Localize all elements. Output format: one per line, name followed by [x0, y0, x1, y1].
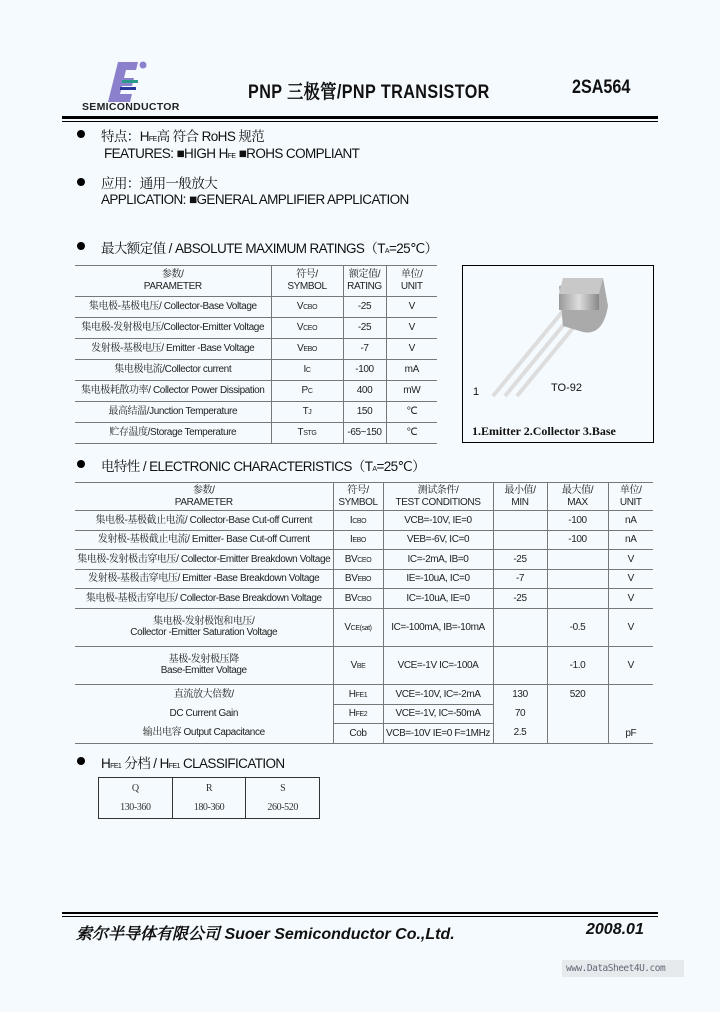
footer-company: 索尔半导体有限公司 Suoer Semiconductor Co.,Ltd.: [76, 926, 455, 943]
footer-rule-thin: [62, 916, 658, 917]
text: 额定值/: [348, 269, 381, 280]
footer-date: 2008.01: [586, 921, 644, 938]
text: FE: [227, 153, 236, 160]
text: Base-Emitter Voltage: [160, 665, 247, 677]
table-cell: [547, 483, 608, 511]
text: Q: [131, 783, 139, 794]
text: BV: [344, 592, 358, 604]
table-cell: -7: [343, 339, 386, 360]
text: CBO: [352, 517, 367, 525]
table-cell: IE=-10uA, IC=0: [383, 569, 493, 589]
application-en: APPLICATION: ■GENERAL AMPLIFIER APPLICATION: [101, 192, 409, 207]
table-cell: [333, 646, 383, 684]
table-row: [75, 339, 437, 360]
text: CBO: [303, 304, 318, 312]
table-cell: [493, 530, 547, 550]
text: 参数/: [161, 269, 184, 280]
table-cell: [383, 483, 493, 511]
table-cell: V: [608, 589, 653, 609]
table-cell: nA: [608, 511, 653, 531]
text: ■ROHS COMPLIANT: [235, 146, 360, 161]
table-cell: IC=-10uA, IE=0: [383, 589, 493, 609]
text: FE2: [355, 711, 368, 719]
text: 参数/: [192, 484, 215, 496]
table-cell: V: [608, 646, 653, 684]
table-cell: 集电极-基极电压/ Collector-Base Voltage: [75, 297, 271, 318]
table-cell: mW: [386, 381, 437, 402]
text: 最小值/: [504, 484, 536, 496]
table-cell: 发射极-基极电压/ Emitter -Base Voltage: [75, 339, 271, 360]
header-rule: [62, 116, 658, 119]
text: 集电极-发射极饱和电压/: [153, 615, 255, 627]
table-cell: [493, 511, 547, 531]
bullet-icon: [77, 178, 85, 186]
bullet-icon: [77, 757, 85, 765]
table-cell: ℃: [386, 402, 437, 423]
table-cell: -100: [343, 360, 386, 381]
table-cell: -25: [343, 318, 386, 339]
table-cell: -65~150: [343, 423, 386, 444]
table-cell: -100: [547, 511, 608, 531]
table-cell: [271, 339, 343, 360]
text: C: [307, 388, 313, 396]
table-cell: [333, 530, 383, 550]
text: H: [348, 688, 356, 700]
table-row: [75, 550, 653, 570]
text: C: [305, 367, 311, 375]
company-logo: [66, 58, 196, 114]
table-cell: [493, 483, 547, 511]
table-cell: 贮存温度/Storage Temperature: [75, 423, 271, 444]
text: SEMICONDUCTOR: [82, 101, 180, 113]
table-row: [75, 724, 653, 744]
text: =25℃）: [376, 459, 426, 474]
table-cell: V: [386, 318, 437, 339]
text: BE: [356, 662, 366, 670]
features-en: [104, 146, 359, 161]
text: PARAMETER: [143, 281, 202, 292]
table-cell: [333, 511, 383, 531]
table-cell: 130: [493, 684, 547, 704]
text: CBO: [357, 595, 372, 603]
table-cell: [333, 483, 383, 511]
application-cn: 应用：通用一般放大: [101, 176, 218, 191]
text: T: [297, 427, 304, 439]
table-cell: 发射极-基极击穿电压/ Emitter -Base Breakdown Voltage: [75, 569, 333, 589]
table-cell: [493, 646, 547, 684]
text: V: [297, 343, 304, 355]
table-row: [75, 318, 437, 339]
electrical-heading: [101, 455, 425, 475]
table-header-row: [75, 266, 437, 297]
text: STG: [303, 430, 317, 438]
table-cell: [493, 608, 547, 646]
package-figure: [462, 265, 654, 443]
table-cell: 输出电容 Output Capacitance: [75, 724, 333, 744]
table-cell: VEB=-6V, IC=0: [383, 530, 493, 550]
text: I: [303, 364, 306, 376]
table-row: [75, 684, 653, 704]
table-cell: -1.0: [547, 646, 608, 684]
table-cell: [333, 569, 383, 589]
table-cell: V: [608, 550, 653, 570]
table-cell: [271, 381, 343, 402]
table-cell: -7: [493, 569, 547, 589]
text: 电特性 / ELECTRONIC CHARACTERISTICS（T: [101, 459, 373, 474]
text: CEO: [357, 556, 372, 564]
table-row: [75, 589, 653, 609]
text: 基极-发射极压降: [168, 653, 239, 665]
table-cell: VCE=-10V, IC=-2mA: [383, 684, 493, 704]
table-cell: [608, 483, 653, 511]
absolute-max-ratings-table: [75, 265, 437, 444]
table-cell: VCB=-10V, IE=0: [383, 511, 493, 531]
table-cell: [333, 684, 383, 704]
table-cell: [271, 318, 343, 339]
table-cell: [271, 360, 343, 381]
text: 符号/: [347, 484, 369, 496]
text: J: [308, 409, 312, 417]
text: FE: [148, 136, 157, 143]
table-cell: 70: [493, 704, 547, 724]
text: CLASSIFICATION: [179, 756, 285, 771]
table-cell: V: [386, 339, 437, 360]
text: SYMBOL: [287, 281, 327, 292]
table-cell: [547, 589, 608, 609]
table-row: [75, 704, 653, 724]
text: A: [384, 248, 389, 255]
table-cell: mA: [386, 360, 437, 381]
table-cell: V: [608, 569, 653, 589]
abs-max-heading: [101, 237, 438, 257]
table-cell: DC Current Gain: [75, 704, 333, 724]
table-cell: 集电极-发射极电压/Collector-Emitter Voltage: [75, 318, 271, 339]
text: V: [296, 322, 304, 334]
table-cell: 发射极-基极截止电流/ Emitter- Base Cut-off Current: [75, 530, 333, 550]
table-row: [75, 360, 437, 381]
table-row: [75, 608, 653, 646]
table-cell: [333, 608, 383, 646]
table-cell: [271, 402, 343, 423]
text: I: [349, 514, 353, 526]
table-cell: VCE=-1V, IC=-50mA: [383, 704, 493, 724]
text: FEATURES: ■HIGH H: [104, 146, 228, 161]
table-cell: 150: [343, 402, 386, 423]
table-cell: V: [608, 608, 653, 646]
page-title: PNP 三极管/PNP TRANSISTOR: [248, 82, 490, 103]
table-cell: 最高结温/Junction Temperature: [75, 402, 271, 423]
table-cell: [333, 550, 383, 570]
text: UNIT: [400, 281, 423, 292]
text: H: [139, 129, 149, 144]
features-cn: [101, 125, 264, 145]
text: FE1: [168, 763, 180, 770]
text: S: [280, 783, 286, 794]
text: T: [302, 406, 309, 418]
table-row: [75, 297, 437, 318]
bullet-icon: [77, 460, 85, 468]
col-parameter: [75, 266, 271, 297]
text: RATING: [347, 281, 382, 292]
text: R: [205, 783, 213, 794]
text: FE1: [110, 763, 122, 770]
bullet-icon: [77, 242, 85, 250]
part-number: 2SA564: [572, 77, 631, 98]
text: V: [296, 301, 304, 313]
text: EBO: [303, 346, 317, 354]
text: TEST CONDITIONS: [395, 496, 481, 508]
table-cell: -25: [343, 297, 386, 318]
watermark: www.DataSheet4U.com: [562, 960, 684, 977]
text: CE(sat): [350, 624, 372, 632]
table-cell: 520: [547, 684, 608, 704]
text: BV: [344, 553, 358, 565]
text: P: [301, 385, 308, 397]
table-row: [75, 381, 437, 402]
table-header-row: [75, 483, 653, 511]
table-row: [99, 778, 320, 819]
text: 高 符合 RoHS 规范: [156, 129, 265, 144]
table-cell: [75, 608, 333, 646]
table-cell: Cob: [333, 724, 383, 744]
table-cell: IC=-100mA, IB=-10mA: [383, 608, 493, 646]
text: 分档 / H: [121, 756, 169, 771]
text: 最大值/: [561, 484, 594, 496]
col-unit: [386, 266, 437, 297]
table-cell: 集电极电流/Collector current: [75, 360, 271, 381]
text: CEO: [303, 325, 318, 333]
table-cell: -0.5: [547, 608, 608, 646]
table-cell: [271, 423, 343, 444]
table-cell: [75, 483, 333, 511]
text: MIN: [511, 496, 529, 508]
hfe-classification-table: [98, 777, 320, 819]
table-cell: 2.5: [493, 724, 547, 744]
text: SYMBOL: [338, 496, 378, 508]
table-cell: [271, 297, 343, 318]
table-row: [75, 423, 437, 444]
table-cell: 直流放大倍数/: [75, 684, 333, 704]
text: V: [344, 621, 351, 633]
table-row: [75, 569, 653, 589]
table-cell: [333, 589, 383, 609]
text: PARAMETER: [174, 496, 233, 508]
text: 测试条件/: [417, 484, 459, 496]
table-cell: VCE=-1V IC=-100A: [383, 646, 493, 684]
text: 260-520: [267, 802, 298, 813]
table-cell: ℃: [386, 423, 437, 444]
text: FE1: [355, 691, 368, 699]
footer-rule: [62, 912, 658, 914]
table-row: [75, 530, 653, 550]
rank-cell: [172, 778, 246, 819]
table-cell: pF: [608, 684, 653, 743]
table-cell: IC=-2mA, IB=0: [383, 550, 493, 570]
table-cell: [547, 569, 608, 589]
rank-cell: [246, 778, 320, 819]
table-cell: 集电极-基极截止电流/ Collector-Base Cut-off Current: [75, 511, 333, 531]
text: 130-360: [120, 802, 151, 813]
text: 180-360: [193, 802, 225, 813]
table-cell: nA: [608, 530, 653, 550]
table-row: [75, 646, 653, 684]
text: I: [350, 534, 353, 546]
text: A: [372, 466, 377, 473]
table-row: [75, 511, 653, 531]
col-symbol: [271, 266, 343, 297]
pin1-label: 1: [473, 386, 480, 398]
table-cell: [547, 550, 608, 570]
text: =25℃）: [388, 241, 438, 256]
text: UNIT: [619, 496, 642, 508]
text: 特点：: [101, 129, 140, 144]
text: BV: [344, 573, 358, 585]
text: 最大额定值 / ABSOLUTE MAXIMUM RATINGS（T: [101, 241, 385, 256]
pinout-label: 1.Emitter 2.Collector 3.Base: [472, 424, 616, 438]
electrical-characteristics-table: [75, 482, 653, 744]
table-cell: VCB=-10V IE=0 F=1MHz: [383, 724, 493, 744]
table-cell: [547, 704, 608, 724]
table-cell: 集电极耗散功率/ Collector Power Dissipation: [75, 381, 271, 402]
table-cell: 集电极-基极击穿电压/ Collector-Base Breakdown Voltage: [75, 589, 333, 609]
text: EBO: [352, 537, 366, 545]
text: V: [350, 659, 357, 671]
table-row: [75, 402, 437, 423]
table-cell: -100: [547, 530, 608, 550]
text: H: [348, 708, 356, 720]
table-cell: 400: [343, 381, 386, 402]
table-cell: -25: [493, 589, 547, 609]
table-cell: [75, 646, 333, 684]
text: 单位/: [400, 269, 423, 280]
header-rule-thin: [62, 121, 658, 122]
classification-heading: [101, 752, 285, 772]
bullet-icon: [77, 130, 85, 138]
rank-cell: [99, 778, 173, 819]
text: EBO: [357, 576, 372, 584]
col-rating: [343, 266, 386, 297]
table-cell: [547, 724, 608, 744]
table-cell: V: [386, 297, 437, 318]
text: 符号/: [296, 269, 318, 280]
text: Collector -Emitter Saturation Voltage: [130, 627, 278, 639]
table-cell: [333, 704, 383, 724]
package-name: TO-92: [551, 382, 582, 394]
text: H: [101, 756, 111, 771]
table-cell: -25: [493, 550, 547, 570]
text: MAX: [567, 496, 588, 508]
text: 单位/: [619, 484, 642, 496]
table-cell: 集电极-发射极击穿电压/ Collector-Emitter Breakdown Voltage: [75, 550, 333, 570]
